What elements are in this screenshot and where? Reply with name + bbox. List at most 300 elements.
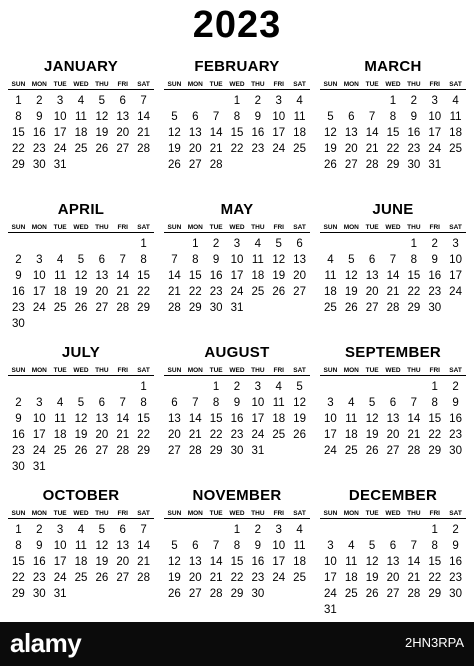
day-number: 28: [407, 588, 421, 600]
day-number: 8: [15, 540, 22, 552]
day-number: 22: [137, 286, 150, 298]
day-number: 22: [12, 572, 25, 584]
day-number: 14: [137, 540, 150, 552]
month-april: [8, 201, 154, 332]
day-number: 11: [324, 270, 337, 282]
day-number: 27: [386, 445, 400, 457]
month-name: AUGUST: [204, 344, 270, 361]
weekday-label: WED: [227, 509, 248, 519]
day-number: 19: [74, 286, 88, 298]
month-name: MAY: [220, 201, 254, 218]
empty-day: [320, 522, 341, 538]
day-number: 22: [407, 286, 421, 298]
weekday-label: THU: [91, 366, 112, 376]
day-number: 24: [449, 286, 462, 298]
day-number: 6: [368, 254, 376, 266]
day-number: 3: [452, 238, 459, 250]
day-number: 27: [386, 588, 400, 600]
weekday-label: WED: [227, 223, 248, 233]
day-number: 24: [53, 572, 67, 584]
day-number: 24: [324, 588, 337, 600]
day-number: 4: [452, 95, 459, 107]
day-number: 4: [77, 95, 85, 107]
weekday-label: SAT: [289, 80, 310, 90]
day-number: 16: [251, 556, 265, 568]
weekday-label: FRI: [112, 223, 133, 233]
day-number: 28: [209, 588, 223, 600]
weekday-label: SUN: [164, 80, 185, 90]
day-number: 29: [137, 302, 150, 314]
weekday-label: SAT: [133, 509, 154, 519]
weekday-label: TUE: [206, 366, 227, 376]
weekday-label: MON: [341, 366, 362, 376]
day-number: 17: [428, 127, 442, 139]
day-number: 13: [386, 556, 400, 568]
weekday-label: SAT: [133, 223, 154, 233]
day-number: 15: [428, 413, 442, 425]
empty-day: [112, 379, 133, 395]
day-number: 12: [95, 540, 109, 552]
weekday-label: FRI: [112, 366, 133, 376]
day-number: 5: [296, 381, 303, 393]
day-grid: [8, 93, 154, 173]
day-number: 20: [116, 556, 130, 568]
month-october: [8, 487, 154, 602]
day-number: 22: [209, 429, 223, 441]
day-number: 27: [344, 159, 358, 171]
day-number: 18: [74, 127, 88, 139]
empty-day: [206, 522, 227, 538]
day-number: 23: [12, 445, 25, 457]
weekday-label: SUN: [320, 509, 341, 519]
day-number: 13: [365, 270, 379, 282]
weekday-label: TUE: [206, 223, 227, 233]
day-number: 19: [74, 429, 88, 441]
day-number: 3: [327, 540, 334, 552]
day-number: 25: [251, 286, 265, 298]
weekday-label: SUN: [8, 366, 29, 376]
day-number: 17: [324, 572, 337, 584]
day-number: 5: [327, 111, 334, 123]
day-number: 26: [168, 588, 181, 600]
day-number: 5: [77, 254, 85, 266]
day-number: 6: [171, 397, 178, 409]
day-number: 26: [95, 572, 109, 584]
day-number: 31: [32, 461, 46, 473]
day-number: 23: [32, 572, 46, 584]
weekday-label: FRI: [268, 223, 289, 233]
day-grid: [164, 93, 310, 173]
day-number: 4: [327, 254, 334, 266]
day-number: 14: [407, 413, 421, 425]
day-number: 25: [272, 429, 286, 441]
calendar-grid: [8, 58, 466, 618]
day-number: 10: [324, 556, 337, 568]
day-number: 27: [293, 286, 306, 298]
day-number: 12: [95, 111, 109, 123]
day-number: 3: [56, 95, 64, 107]
day-number: 31: [428, 159, 442, 171]
day-number: 8: [431, 540, 438, 552]
day-number: 19: [324, 143, 337, 155]
day-number: 11: [293, 540, 306, 552]
weekday-label: TUE: [206, 80, 227, 90]
weekday-label: SAT: [445, 509, 466, 519]
day-number: 15: [12, 556, 25, 568]
day-number: 6: [192, 540, 199, 552]
day-number: 18: [293, 127, 306, 139]
day-number: 20: [168, 429, 181, 441]
day-number: 2: [233, 381, 241, 393]
day-number: 5: [171, 540, 178, 552]
day-number: 29: [188, 302, 202, 314]
day-number: 9: [452, 540, 459, 552]
day-number: 9: [254, 540, 262, 552]
day-number: 7: [119, 397, 126, 409]
day-number: 19: [272, 270, 286, 282]
weekday-label: THU: [403, 80, 424, 90]
weekday-label: SUN: [164, 223, 185, 233]
day-number: 10: [53, 111, 67, 123]
day-number: 26: [168, 159, 181, 171]
day-number: 2: [431, 238, 438, 250]
empty-day: [383, 379, 404, 395]
day-number: 14: [365, 127, 379, 139]
day-number: 25: [74, 572, 88, 584]
image-code: 2HN3RPA: [404, 635, 464, 650]
weekday-label: SAT: [445, 80, 466, 90]
weekday-label: WED: [383, 366, 404, 376]
empty-day: [50, 236, 71, 252]
month-february: [164, 58, 310, 173]
day-number: 12: [168, 127, 181, 139]
day-number: 12: [365, 556, 379, 568]
day-number: 11: [272, 397, 285, 409]
month-name: JANUARY: [43, 58, 119, 75]
day-number: 2: [212, 238, 220, 250]
day-number: 29: [209, 445, 223, 457]
day-number: 21: [407, 429, 421, 441]
empty-day: [50, 379, 71, 395]
day-number: 22: [386, 143, 400, 155]
day-grid: [320, 379, 466, 459]
year-title: 2023: [192, 4, 282, 46]
day-number: 12: [168, 556, 181, 568]
weekday-header: [164, 509, 310, 522]
day-number: 11: [54, 270, 67, 282]
day-number: 1: [233, 95, 241, 107]
day-number: 9: [233, 397, 241, 409]
day-number: 5: [368, 397, 376, 409]
weekday-header: [320, 366, 466, 379]
day-number: 23: [12, 302, 25, 314]
day-number: 26: [344, 302, 358, 314]
weekday-label: WED: [227, 366, 248, 376]
day-number: 15: [209, 413, 223, 425]
day-number: 21: [407, 572, 421, 584]
day-number: 25: [53, 445, 67, 457]
weekday-label: THU: [247, 509, 268, 519]
day-number: 20: [95, 286, 109, 298]
day-number: 12: [344, 270, 358, 282]
day-number: 29: [12, 588, 25, 600]
weekday-header: [320, 80, 466, 93]
day-number: 24: [324, 445, 337, 457]
day-number: 25: [293, 143, 306, 155]
day-number: 6: [119, 524, 126, 536]
day-number: 30: [428, 302, 442, 314]
day-number: 4: [296, 524, 303, 536]
day-number: 12: [74, 270, 88, 282]
empty-day: [29, 236, 50, 252]
day-number: 16: [449, 413, 462, 425]
day-number: 5: [77, 397, 85, 409]
weekday-label: THU: [403, 366, 424, 376]
day-number: 18: [53, 429, 67, 441]
day-number: 30: [32, 588, 46, 600]
day-number: 24: [53, 143, 67, 155]
weekday-label: SUN: [164, 366, 185, 376]
empty-day: [362, 522, 383, 538]
weekday-label: THU: [247, 223, 268, 233]
day-number: 17: [272, 127, 286, 139]
day-number: 24: [230, 286, 244, 298]
day-grid: [8, 522, 154, 602]
day-number: 13: [116, 540, 130, 552]
day-number: 7: [119, 254, 126, 266]
weekday-label: SUN: [8, 223, 29, 233]
day-number: 8: [192, 254, 199, 266]
day-number: 10: [53, 540, 67, 552]
empty-day: [383, 522, 404, 538]
day-number: 9: [15, 270, 22, 282]
empty-day: [341, 522, 362, 538]
day-number: 9: [254, 111, 262, 123]
day-number: 27: [188, 588, 202, 600]
empty-day: [71, 379, 92, 395]
day-number: 17: [324, 429, 337, 441]
day-number: 7: [389, 254, 397, 266]
empty-day: [112, 236, 133, 252]
day-number: 11: [345, 413, 358, 425]
weekday-label: TUE: [50, 509, 71, 519]
weekday-label: FRI: [268, 509, 289, 519]
day-number: 6: [348, 111, 355, 123]
day-number: 12: [74, 413, 88, 425]
day-number: 25: [344, 588, 358, 600]
day-number: 2: [254, 95, 262, 107]
day-number: 10: [428, 111, 442, 123]
day-number: 18: [344, 572, 358, 584]
day-number: 3: [275, 524, 282, 536]
day-number: 3: [431, 95, 438, 107]
day-number: 10: [449, 254, 462, 266]
day-number: 22: [12, 143, 25, 155]
month-name: DECEMBER: [348, 487, 438, 504]
day-number: 17: [53, 127, 67, 139]
day-number: 2: [15, 254, 22, 266]
day-number: 22: [230, 572, 244, 584]
weekday-label: SAT: [133, 366, 154, 376]
day-number: 5: [348, 254, 355, 266]
day-number: 11: [251, 254, 264, 266]
day-number: 25: [74, 143, 88, 155]
day-number: 16: [32, 127, 46, 139]
day-number: 12: [324, 127, 337, 139]
weekday-header: [8, 366, 154, 379]
day-number: 14: [386, 270, 400, 282]
empty-day: [164, 522, 185, 538]
day-number: 24: [32, 302, 46, 314]
day-number: 20: [365, 286, 379, 298]
day-number: 13: [95, 413, 109, 425]
weekday-label: WED: [71, 223, 92, 233]
day-number: 27: [116, 572, 130, 584]
day-number: 19: [95, 127, 109, 139]
day-number: 17: [32, 286, 46, 298]
day-number: 7: [410, 540, 418, 552]
day-number: 14: [116, 413, 130, 425]
day-number: 5: [98, 524, 106, 536]
day-number: 25: [53, 302, 67, 314]
day-number: 7: [410, 397, 418, 409]
day-number: 13: [95, 270, 109, 282]
day-number: 6: [119, 95, 126, 107]
weekday-label: WED: [71, 509, 92, 519]
weekday-label: WED: [71, 366, 92, 376]
month-march: [320, 58, 466, 173]
weekday-label: WED: [71, 80, 92, 90]
day-number: 2: [254, 524, 262, 536]
day-number: 7: [140, 95, 147, 107]
day-number: 1: [233, 524, 241, 536]
day-number: 13: [188, 127, 202, 139]
day-number: 11: [54, 413, 67, 425]
day-number: 28: [386, 302, 400, 314]
day-number: 13: [168, 413, 181, 425]
weekday-label: TUE: [362, 366, 383, 376]
day-number: 11: [75, 111, 87, 123]
day-number: 19: [365, 429, 379, 441]
day-number: 11: [345, 556, 358, 568]
empty-day: [8, 236, 29, 252]
weekday-label: TUE: [50, 80, 71, 90]
day-number: 20: [95, 429, 109, 441]
day-number: 30: [449, 588, 462, 600]
day-number: 6: [296, 238, 303, 250]
day-number: 6: [192, 111, 199, 123]
day-number: 28: [365, 159, 379, 171]
weekday-header: [164, 80, 310, 93]
month-name: JUNE: [372, 201, 414, 218]
day-number: 11: [75, 540, 87, 552]
day-number: 18: [293, 556, 306, 568]
day-number: 16: [230, 413, 244, 425]
weekday-label: FRI: [424, 509, 445, 519]
day-number: 4: [56, 254, 64, 266]
day-number: 21: [137, 556, 150, 568]
day-number: 16: [12, 286, 25, 298]
weekday-header: [320, 509, 466, 522]
day-grid: [8, 379, 154, 475]
day-number: 1: [431, 381, 438, 393]
day-number: 29: [230, 588, 244, 600]
day-number: 14: [188, 413, 202, 425]
empty-day: [185, 379, 206, 395]
empty-day: [164, 379, 185, 395]
day-number: 14: [168, 270, 181, 282]
day-number: 30: [230, 445, 244, 457]
empty-day: [341, 93, 362, 109]
day-grid: [320, 522, 466, 618]
day-number: 2: [15, 397, 22, 409]
day-number: 9: [36, 111, 43, 123]
day-number: 7: [171, 254, 178, 266]
day-number: 2: [452, 381, 459, 393]
day-number: 22: [428, 572, 442, 584]
day-number: 18: [53, 286, 67, 298]
weekday-label: MON: [185, 80, 206, 90]
day-number: 3: [36, 254, 43, 266]
day-number: 15: [137, 270, 150, 282]
day-number: 7: [192, 397, 199, 409]
weekday-header: [8, 509, 154, 522]
day-number: 17: [230, 270, 244, 282]
month-may: [164, 201, 310, 316]
empty-day: [362, 93, 383, 109]
day-number: 18: [449, 127, 462, 139]
day-number: 30: [209, 302, 223, 314]
month-name: SEPTEMBER: [344, 344, 442, 361]
day-number: 10: [32, 413, 46, 425]
day-number: 1: [15, 95, 22, 107]
weekday-label: MON: [185, 509, 206, 519]
day-number: 20: [188, 572, 202, 584]
weekday-label: MON: [29, 366, 50, 376]
weekday-label: MON: [341, 223, 362, 233]
day-number: 26: [74, 302, 88, 314]
month-june: [320, 201, 466, 316]
weekday-label: WED: [383, 80, 404, 90]
day-number: 19: [365, 572, 379, 584]
day-number: 5: [368, 540, 376, 552]
month-name: FEBRUARY: [194, 58, 280, 75]
empty-day: [91, 236, 112, 252]
empty-day: [341, 236, 362, 252]
day-number: 28: [209, 159, 223, 171]
weekday-label: MON: [29, 223, 50, 233]
weekday-label: SUN: [8, 509, 29, 519]
day-number: 18: [251, 270, 265, 282]
month-name: OCTOBER: [42, 487, 120, 504]
day-number: 21: [209, 572, 223, 584]
weekday-label: TUE: [50, 223, 71, 233]
weekday-label: FRI: [424, 366, 445, 376]
weekday-label: SAT: [289, 366, 310, 376]
day-number: 9: [15, 413, 22, 425]
day-number: 1: [140, 238, 147, 250]
weekday-label: THU: [247, 366, 268, 376]
day-number: 14: [209, 556, 223, 568]
weekday-label: THU: [403, 223, 424, 233]
weekday-label: FRI: [112, 80, 133, 90]
day-number: 4: [348, 397, 355, 409]
day-number: 15: [230, 556, 244, 568]
weekday-label: WED: [383, 223, 404, 233]
day-number: 20: [188, 143, 202, 155]
weekday-label: FRI: [268, 80, 289, 90]
day-number: 28: [168, 302, 181, 314]
